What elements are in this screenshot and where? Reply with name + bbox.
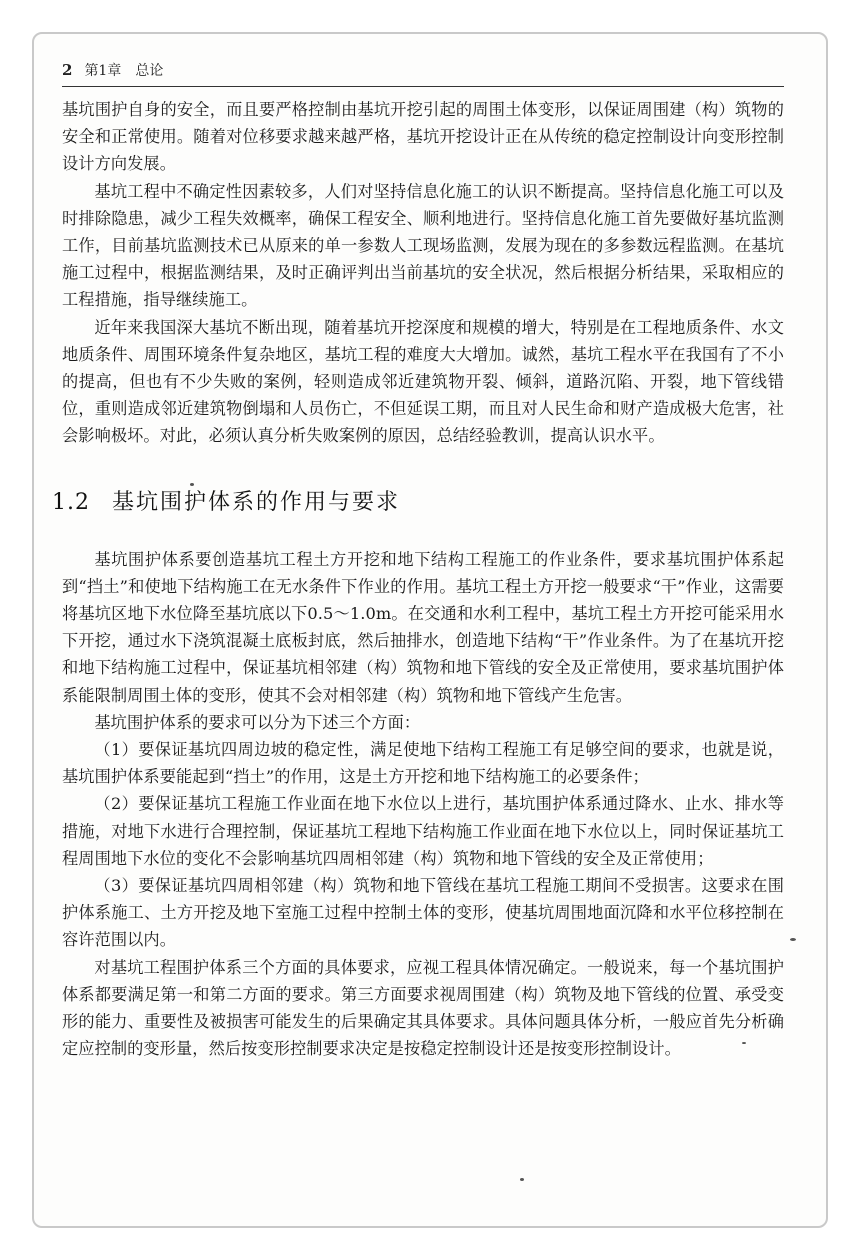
paragraph: 对基坑工程围护体系三个方面的具体要求，应视工程具体情况确定。一般说来，每一个基坑围护体系都要满足第一和第二方面的要求。第三方面要求视周围建（构）筑物及地下管线的位置、承受变形的能力、重要性及被损害可能发生的后果确定其具体要求。具体问题具体分析，一般应首先分析确定应控制的变形量，然后按变形控制要求决定是按稳定控制设计还是按变形控制设计。	[62, 957, 784, 1059]
scan-speck	[190, 483, 194, 486]
list-item: （3）要保证基坑四周相邻建（构）筑物和地下管线在基坑工程施工期间不受损害。这要求在围护体系施工、土方开挖及地下室施工过程中控制土体的变形，使基坑周围地面沉降和水平位移控制在容许范围以内。	[62, 876, 784, 950]
section-title: 基坑围护体系的作用与要求	[112, 489, 401, 515]
page-body	[52, 96, 784, 1063]
paragraph: 基坑工程中不确定性因素较多，人们对坚持信息化施工的认识不断提高。坚持信息化施工可以及时排除隐患，减少工程失效概率，确保工程安全、顺利地进行。坚持信息化施工首先要做好基坑监测工作，目前基坑监测技术已从原来的单一参数人工现场监测，发展为现在的多参数远程监测。在基坑施工过程中，根据监测结果，及时正确评判出当前基坑的安全状况，然后根据分析结果，采取相应的工程措施，指导继续施工。	[62, 181, 784, 310]
section-heading	[52, 488, 784, 518]
paragraph: 基坑围护体系要创造基坑工程土方开挖和地下结构工程施工的作业条件，要求基坑围护体系起到“挡土”和使地下结构施工在无水条件下作业的作用。基坑工程土方开挖一般要求“干”作业，这需要将基坑区地下水位降至基坑底以下0.5～1.0m。在交通和水利工程中，基坑工程土方开挖可能采用水下开挖，通过水下浇筑混凝土底板封底，然后抽排水，创造地下结构“干”作业条件。为了在基坑开挖和地下结构施工过程中，保证基坑相邻建（构）筑物和地下管线的安全及正常使用，要求基坑围护体系能限制周围土体的变形，使其不会对相邻建（构）筑物和地下管线产生危害。	[62, 549, 784, 705]
page-number: 2	[62, 61, 73, 79]
list-item: （1）要保证基坑四周边坡的稳定性，满足使地下结构工程施工有足够空间的要求，也就是说，基坑围护体系要能起到“挡土”的作用，这是土方开挖和地下结构施工的必要条件；	[62, 740, 784, 787]
scan-speck	[520, 1178, 524, 1181]
chapter-title: 总论	[135, 63, 164, 79]
paragraph: 近年来我国深大基坑不断出现，随着基坑开挖深度和规模的增大，特别是在工程地质条件、水文地质条件、周围环境条件复杂地区，基坑工程的难度大大增加。诚然，基坑工程水平在我国有了不小的提高，但也有不少失败的案例，轻则造成邻近建筑物开裂、倾斜，道路沉陷、开裂，地下管线错位，重则造成邻近建筑物倒塌和人员伤亡，不但延误工期，而且对人民生命和财产造成极大危害，社会影响极坏。对此，必须认真分析失败案例的原因，总结经验教训，提高认识水平。	[62, 317, 784, 446]
running-header	[62, 60, 784, 87]
section-number: 1.2	[52, 489, 90, 515]
list-item: （2）要保证基坑工程施工作业面在地下水位以上进行，基坑围护体系通过降水、止水、排水等措施，对地下水进行合理控制，保证基坑工程地下结构施工作业面在地下水位以上，同时保证基坑工程周围地下水位的变化不会影响基坑四周相邻建（构）筑物和地下管线的安全及正常使用；	[62, 794, 784, 868]
paragraph: 基坑围护自身的安全，而且要严格控制由基坑开挖引起的周围土体变形，以保证周围建（构）筑物的安全和正常使用。随着对位移要求越来越严格，基坑开挖设计正在从传统的稳定控制设计向变形控制设计方向发展。	[62, 100, 784, 174]
scan-speck	[790, 938, 796, 941]
scan-speck	[742, 1042, 746, 1044]
chapter-label: 第1章	[84, 63, 122, 79]
paragraph: 基坑围护体系的要求可以分为下述三个方面：	[94, 712, 421, 732]
